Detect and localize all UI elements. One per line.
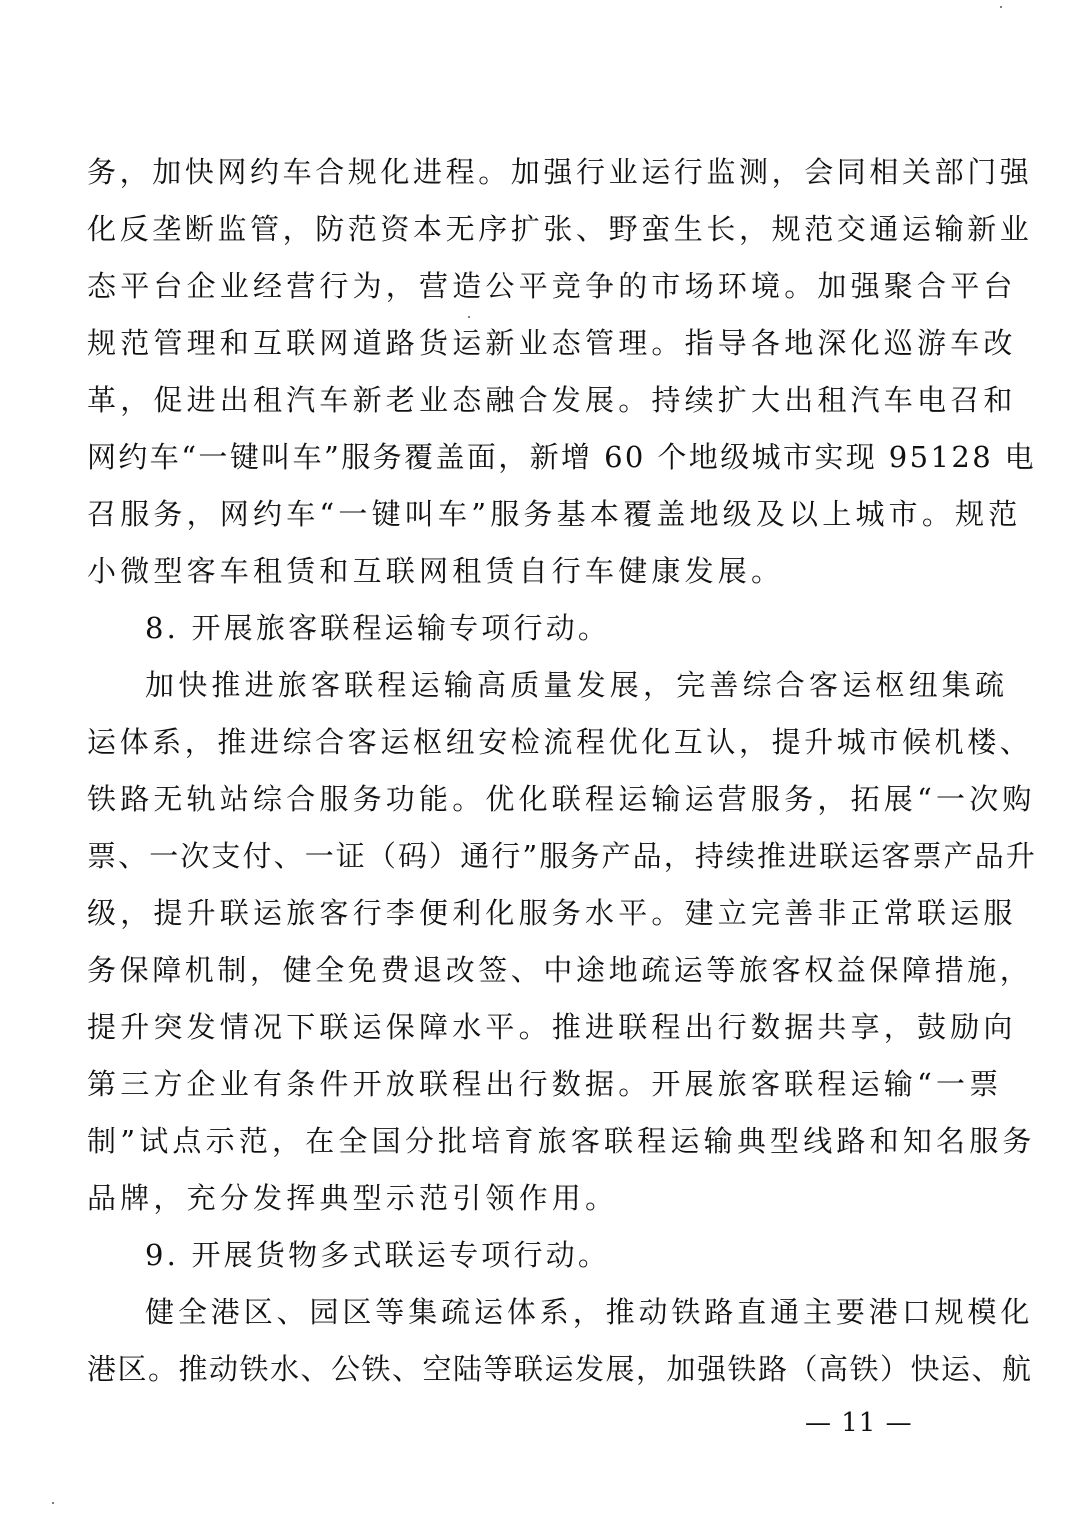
- page-number: — 11 —: [805, 1408, 913, 1438]
- body-text-line: 召服务，网约车“一键叫车”服务基本覆盖地级及以上城市。规范: [87, 497, 1022, 531]
- body-text-line: 化反垄断监管，防范资本无序扩张、野蛮生长，规范交通运输新业: [87, 212, 1033, 246]
- section-heading: 9. 开展货物多式联运专项行动。: [145, 1238, 611, 1272]
- body-text-line: 制”试点示范，在全国分批培育旅客联程运输典型线路和知名服务: [87, 1124, 1036, 1158]
- body-text-line: 票、一次支付、一证（码）通行”服务产品，持续推进联运客票产品升: [87, 839, 1037, 873]
- scan-speck: [468, 316, 470, 318]
- body-text-line: 务，加快网约车合规化进程。加强行业运行监测，会同相关部门强: [87, 155, 1033, 189]
- body-text-line: 第三方企业有条件开放联程出行数据。开展旅客联程运输“一票: [87, 1067, 1003, 1101]
- body-text-line: 小微型客车租赁和互联网租赁自行车健康发展。: [87, 554, 785, 588]
- body-text-line: 铁路无轨站综合服务功能。优化联程运输运营服务，拓展“一次购: [87, 782, 1036, 816]
- body-text-line: 港区。推动铁水、公铁、空陆等联运发展，加强铁路（高铁）快运、航: [87, 1352, 1033, 1386]
- body-text-line: 品牌，充分发挥典型示范引领作用。: [87, 1181, 619, 1215]
- body-text-line: 提升突发情况下联运保障水平。推进联程出行数据共享，鼓励向: [87, 1010, 1017, 1044]
- body-text-line: 务保障机制，健全免费退改签、中途地疏运等旅客权益保障措施，: [87, 953, 1033, 987]
- scan-speck: [52, 1502, 54, 1504]
- body-text-line: 级，提升联运旅客行李便利化服务水平。建立完善非正常联运服: [87, 896, 1017, 930]
- body-text-line: 规范管理和互联网道路货运新业态管理。指导各地深化巡游车改: [87, 326, 1017, 360]
- section-heading: 8. 开展旅客联程运输专项行动。: [145, 611, 611, 645]
- scan-speck: [1000, 6, 1002, 8]
- body-text-line: 态平台企业经营行为，营造公平竞争的市场环境。加强聚合平台: [87, 269, 1017, 303]
- body-text-line: 网约车“一键叫车”服务覆盖面，新增 60 个地级城市实现 95128 电: [87, 440, 1037, 474]
- body-text-line: 运体系，推进综合客运枢纽安检流程优化互认，提升城市候机楼、: [87, 725, 1033, 759]
- body-text-line: 革，促进出租汽车新老业态融合发展。持续扩大出租汽车电召和: [87, 383, 1017, 417]
- paragraph-first-line: 加快推进旅客联程运输高质量发展，完善综合客运枢纽集疏: [145, 668, 1009, 702]
- paragraph-first-line: 健全港区、园区等集疏运体系，推动铁路直通主要港口规模化: [145, 1295, 1034, 1329]
